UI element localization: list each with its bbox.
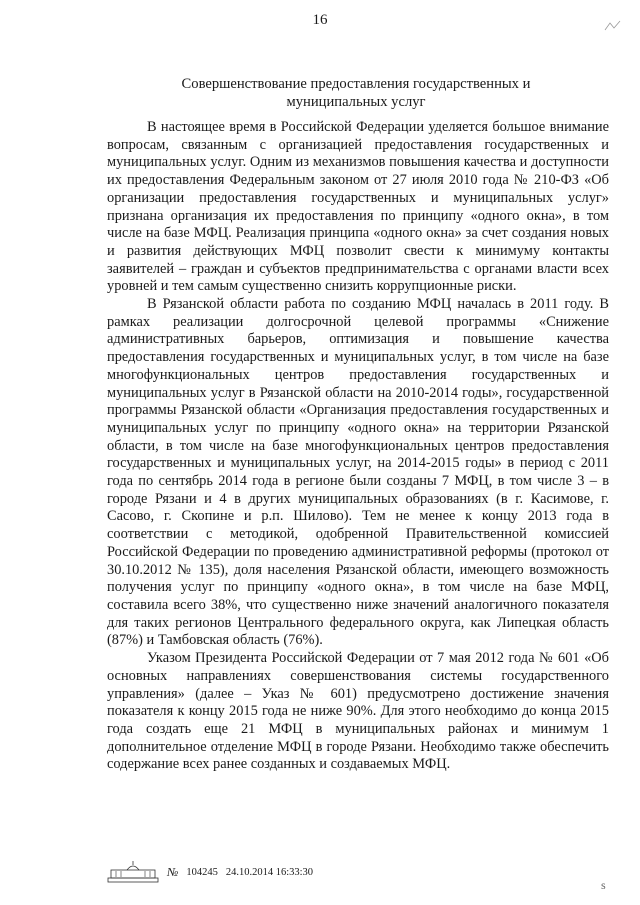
section-heading-line-1: Совершенствование предоставления государственных и (181, 76, 531, 92)
section-heading (108, 76, 604, 111)
section-heading-line-2: муниципальных услуг (286, 93, 426, 110)
paragraph-3: Указом Президента Российской Федерации от 7 мая 2012 года № 601 «Об основных направлениях совершенствования системы государственного управления» (далее – Указ № 601) предусмотрено достижение значения показателя к концу 2015 года не ниже 90%. Для этого необходимо до конца 2015 года создать еще 21 МФЦ в муниципальных районах и минимум 1 дополнительное отделение МФЦ в городе Рязани. Необходимо также обеспечить содержание всех ранее созданных и создаваемых МФЦ. (107, 650, 609, 773)
scan-mark-icon (604, 20, 622, 32)
footer-stamp (107, 859, 313, 885)
body-text (107, 119, 609, 774)
margin-mark: s (601, 878, 606, 892)
page-number: 16 (312, 12, 328, 28)
doc-number: 104245 (186, 866, 218, 878)
doc-datetime: 24.10.2014 16:33:30 (225, 866, 314, 878)
paragraph-2: В Рязанской области работа по созданию МФЦ началась в 2011 году. В рамках реализации долгосрочной целевой программы «Снижение административных барьеров, оптимизация и повышение качества предоставления государственных и муниципальных услуг, в том числе на базе многофункциональных центров предоставления государственных и муниципальных услуг в Рязанской области на 2010-2014 годы», государственной программы Рязанской области «Организация предоставления государственных и муниципальных услуг по принципу «одного окна» на территории Рязанской области, в том числе на базе многофункциональных центров предоставления государственных и муниципальных услуг, на 2014-2015 годы» в период с 2011 года по сентябрь 2014 года в регионе были созданы 7 МФЦ, в том числе 3 – в городе Рязани и 4 в других муниципальных образованиях (в г. Касимове, г. Сасово, г. Скопине и р.п. Шилово). Тем не менее к концу 2013 года в соответствии с методикой, одобренной Правительственной комиссией Российской Федерации по проведению административной реформы (протокол от 30.10.2012 № 135), доля населения Рязанской области, имеющего возможность получения услуг по принципу «одного окна», в том числе на базе МФЦ, составила всего 38%, что существенно ниже значений аналогичного показателя для таких регионов Центрального федерального округа, как Липецкая область (87%) и Тамбовская область (76%). (107, 296, 609, 649)
doc-number-sign: № (167, 864, 179, 879)
building-emblem-icon (107, 860, 159, 884)
paragraph-1: В настоящее время в Российской Федерации уделяется большое внимание вопросам, связанным с организацией предоставления государственных и муниципальных услуг. Одним из механизмов повышения качества и доступности их предоставления Федеральным законом от 27 июля 2010 года № 210-ФЗ «Об организации предоставления государственных и муниципальных услуг» признана организация их предоставления по принципу «одного окна», в том числе на базе МФЦ. Реализация принципа «одного окна» за счет создания новых и развития действующих МФЦ позволит свести к минимуму контакты заявителей – граждан и субъектов предпринимательства с органами власти всех уровней и тем самым существенно снизить коррупционные риски. (107, 119, 609, 295)
